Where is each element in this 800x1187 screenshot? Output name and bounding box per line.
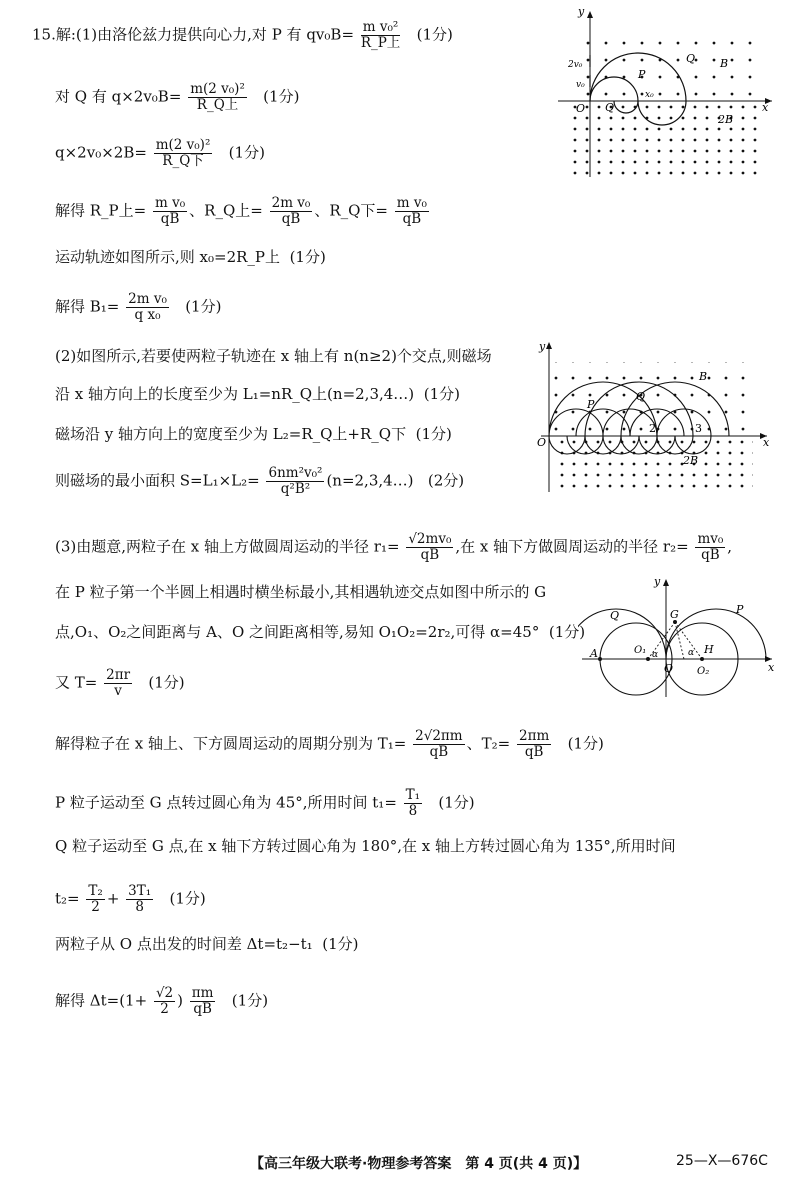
p3-line10: 解得 Δt=(1+ $\frac{√2}{2}$ ) $\frac{\pi m}{qB}$ (1分) xyxy=(55,985,269,1017)
q15-line3: q×2v₀×2B= m(2 v₀)² R_Q下 (1分) xyxy=(55,137,265,169)
p3-line1: (3)由题意,两粒子在 x 轴上方做圆周运动的半径 r₁= $\frac{\text{√2mv₀}}{qB}$ ,在 x 轴下方做圆周运动的半径 r₂= $\frac{\text{mv₀}}{qB}$ , xyxy=(55,531,733,563)
fig3-P: P xyxy=(736,603,744,616)
q15-line5: 运动轨迹如图所示,则 x₀=2R_P上 (1分) xyxy=(55,248,326,266)
fig2-x-label: x xyxy=(763,436,770,449)
fig2-n2: 2 xyxy=(649,422,656,435)
p3-line5: 解得粒子在 x 轴上、下方圆周运动的周期分别为 T₁= $\frac{2√2\pi m}{qB}$ 、T₂= $\frac{2\pi m}{qB}$ (1分) xyxy=(55,728,604,760)
fig2-origin: O xyxy=(537,436,547,449)
fig3-Q: Q xyxy=(610,609,620,622)
p3-line9: 两粒子从 O 点出发的时间差 Δt=t₂−t₁ (1分) xyxy=(55,935,359,953)
fig1-x-label: x xyxy=(762,101,769,114)
fig1-P: P xyxy=(638,68,646,81)
figure-3 xyxy=(578,575,778,700)
q15-line6: 解得 B₁= $\frac{\text{2m v₀}}{\text{q x₀}}$ (1分) xyxy=(55,291,222,323)
fig1-Q-lower: Q xyxy=(605,101,615,114)
fig3-G: G xyxy=(670,608,679,621)
fig3-origin: O xyxy=(664,662,674,675)
fig2-P: P xyxy=(587,398,595,411)
fig3-alpha-right: α xyxy=(688,648,695,658)
p3-line6: P 粒子运动至 G 点转过圆心角为 45°,所用时间 t₁= $\frac{\text{T₁}}{8}$ (1分) xyxy=(55,787,475,819)
fig1-2B: 2B xyxy=(718,113,734,126)
fig1-v0: v₀ xyxy=(576,80,585,90)
fig1-Q-upper: Q xyxy=(686,52,696,65)
p3-line8: t₂= $\frac{\text{T₂}}{2}$ + $\frac{\text{3T₁}}{8}$ (1分) xyxy=(55,883,206,915)
p2-line4: 则磁场的最小面积 S=L₁×L₂= $\frac{\text{6nm²v₀²}}{\text{q²B²}}$ (n=2,3,4…) (2分) xyxy=(55,465,465,497)
fig2-y-label: y xyxy=(539,340,546,353)
p2-line3: 磁场沿 y 轴方向上的宽度至少为 L₂=R_Q上+R_Q下 (1分) xyxy=(55,425,452,443)
fig2-B: B xyxy=(699,370,708,383)
fig1-x0: x₀ xyxy=(645,90,654,100)
fig2-Q: Q xyxy=(636,390,646,403)
fig3-H: H xyxy=(704,643,714,656)
fig3-A: A xyxy=(590,647,598,660)
fig2-2B: 2B xyxy=(683,454,699,467)
p2-line1: (2)如图所示,若要使两粒子轨迹在 x 轴上有 n(n≥2)个交点,则磁场 xyxy=(55,347,492,365)
figure-1 xyxy=(548,5,780,180)
p3-line2: 在 P 粒子第一个半圆上相遇时横坐标最小,其相遇轨迹交点如图中所示的 G xyxy=(55,583,547,601)
q15-line4: 解得 R_P上= $\frac{\text{m v₀}}{qB}$ 、R_Q上= $\frac{\text{2m v₀}}{qB}$ 、R_Q下= $\frac{\text{m v₀}}{qB}$ xyxy=(55,195,427,227)
p3-line7: Q 粒子运动至 G 点,在 x 轴下方转过圆心角为 180°,在 x 轴上方转过圆心角为 135°,所用时间 xyxy=(55,837,676,855)
fig3-O2: O₂ xyxy=(697,666,710,677)
p3-line4: 又 T= $\frac{2\pi r}{v}$ (1分) xyxy=(55,667,185,699)
fig3-y-label: y xyxy=(654,575,661,588)
p2-line2: 沿 x 轴方向上的长度至少为 L₁=nR_Q上(n=2,3,4…) (1分) xyxy=(55,385,460,403)
figure-2 xyxy=(535,340,775,495)
fig3-O1: O₁ xyxy=(634,645,647,656)
fig2-n3: 3 xyxy=(695,422,702,435)
p3-line3: 点,O₁、O₂之间距离与 A、O 之间距离相等,易知 O₁O₂=2r₂,可得 α=45° (1分) xyxy=(55,623,586,641)
q15-line1: 15.解:(1)由洛伦兹力提供向心力,对 P 有 qv₀B= m v₀² R_P上 (1分) xyxy=(32,19,453,51)
q15-line2: 对 Q 有 q×2v₀B= m(2 v₀)² R_Q上 (1分) xyxy=(55,81,300,113)
fig3-alpha-left: α xyxy=(652,650,659,660)
fig3-x-label: x xyxy=(768,661,775,674)
fig1-origin: O xyxy=(576,102,586,115)
footer-title: 【高三年级大联考·物理参考答案 第 4 页(共 4 页)】 xyxy=(250,1156,588,1172)
fig1-2v0: 2v₀ xyxy=(568,60,583,70)
fig1-B: B xyxy=(720,57,729,70)
fig1-y-label: y xyxy=(578,5,585,18)
footer-code: 25—X—676C xyxy=(676,1153,768,1169)
